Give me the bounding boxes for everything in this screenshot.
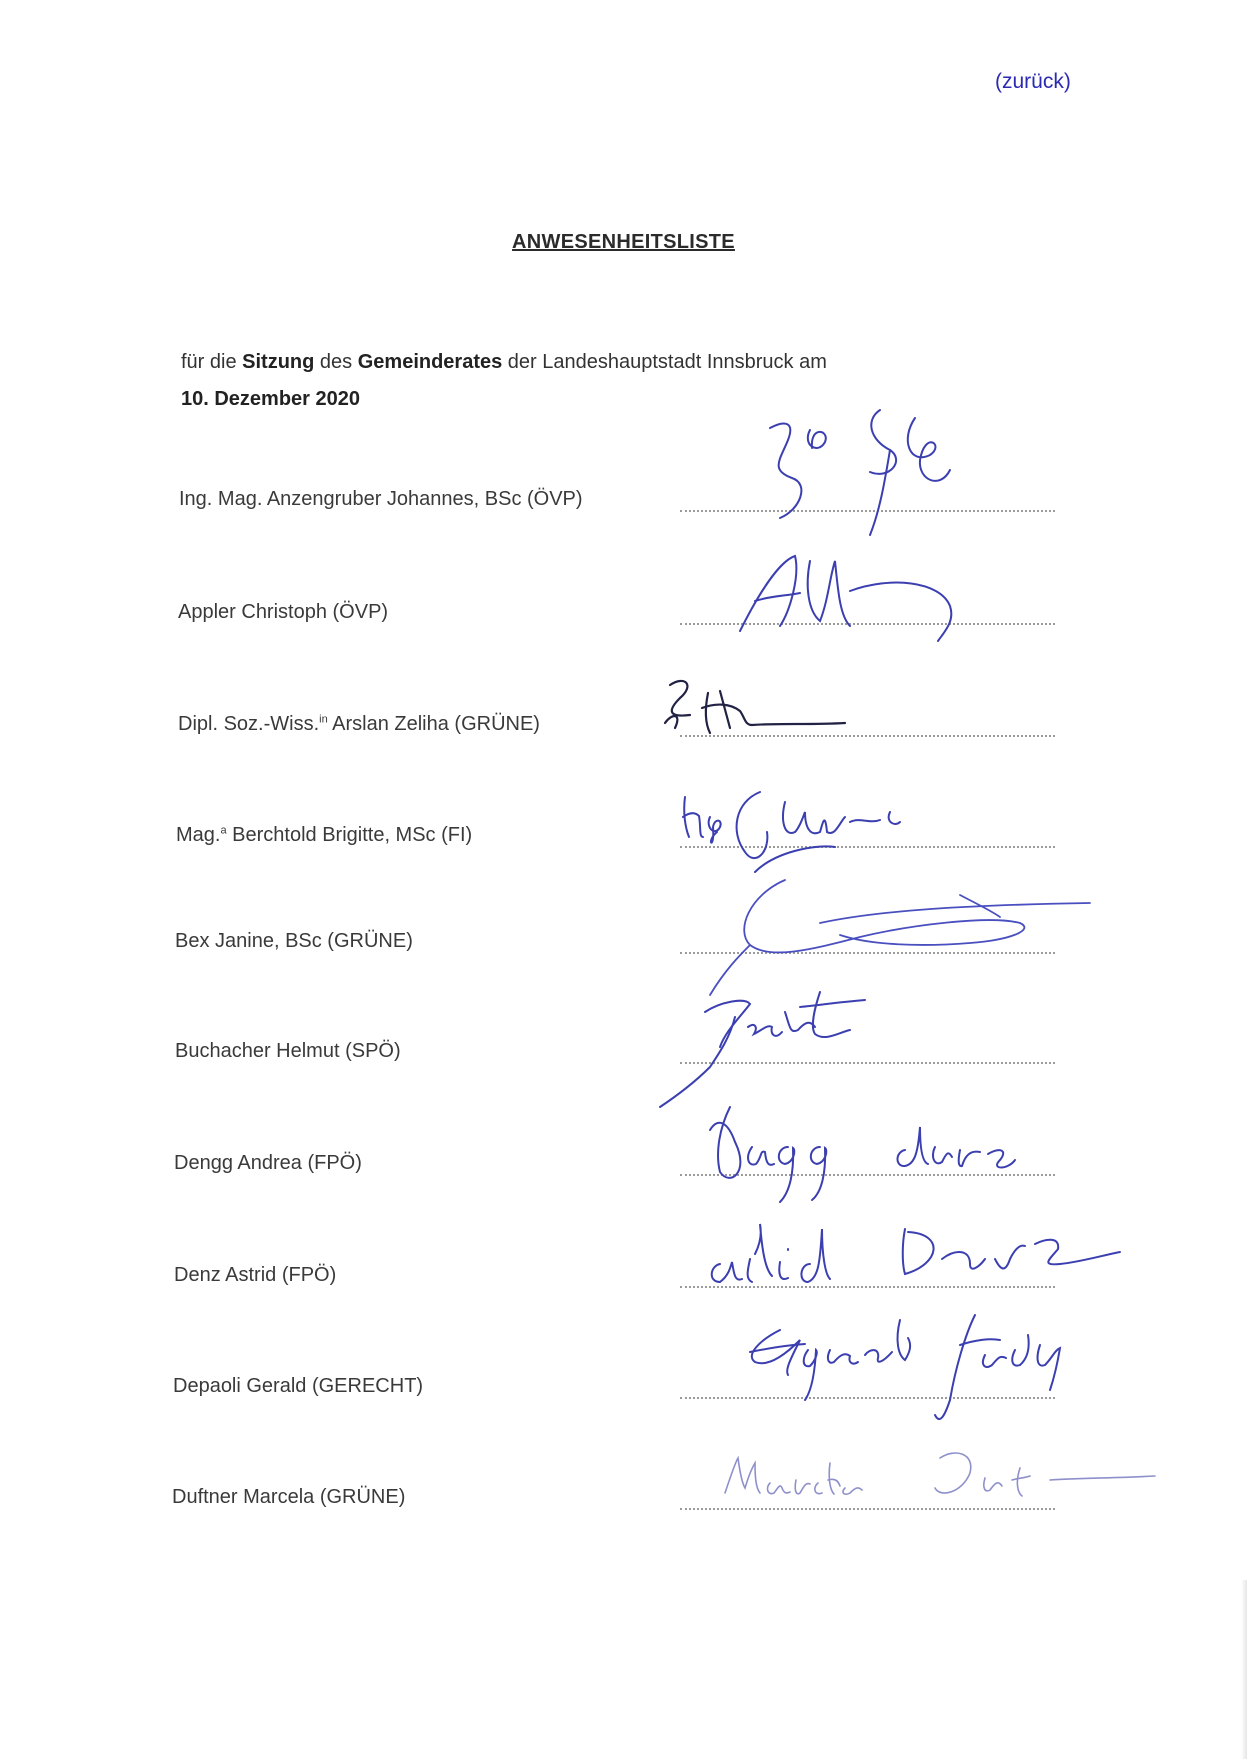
intro-text-3: der Landeshauptstadt Innsbruck am (502, 351, 827, 373)
attendee-name (178, 713, 540, 736)
attendee-name: Buchacher Helmut (SPÖ) (175, 1040, 401, 1062)
attendee-row (0, 713, 1247, 753)
intro-bold-sitzung: Sitzung (242, 351, 315, 373)
attendee-name-prefix: Dipl. Soz.-Wiss. (178, 713, 320, 735)
attendee-name (176, 824, 472, 847)
attendee-name-suffix-sup: in (319, 713, 328, 726)
signature-image (660, 673, 880, 743)
attendee-row (0, 930, 1247, 970)
signature-image (740, 400, 1070, 540)
attendee-name-rest: Berchtold Brigitte, MSc (FI) (226, 824, 473, 846)
attendee-row (0, 1040, 1247, 1080)
signature-image (700, 1438, 1160, 1518)
attendee-row (0, 1264, 1247, 1304)
attendee-name-rest: Arslan Zeliha (GRÜNE) (327, 713, 540, 735)
session-date (181, 381, 827, 418)
attendee-row (0, 1486, 1247, 1526)
intro-text-1: für die (181, 351, 243, 373)
attendee-row (0, 488, 1247, 528)
signature-image (650, 972, 950, 1112)
attendee-name: Duftner Marcela (GRÜNE) (172, 1486, 406, 1508)
attendee-name: Appler Christoph (ÖVP) (178, 601, 389, 623)
attendee-row (0, 1375, 1247, 1415)
attendee-name: Denz Astrid (FPÖ) (174, 1264, 337, 1286)
attendee-row (0, 824, 1247, 864)
signature-image (680, 1204, 1140, 1314)
signature-image (690, 1092, 1050, 1212)
attendee-name: Depaoli Gerald (GERECHT) (173, 1375, 424, 1397)
attendee-name: Ing. Mag. Anzengruber Johannes, BSc (ÖVP) (179, 488, 583, 510)
intro-bold-gemeinderat: Gemeinderates (357, 351, 503, 373)
attendee-name-suffix-sup: a (220, 824, 227, 837)
attendee-name: Bex Janine, BSc (GRÜNE) (175, 930, 413, 952)
attendee-name-prefix: Mag. (176, 824, 221, 846)
attendee-row (0, 601, 1247, 641)
session-intro-line (181, 344, 827, 381)
session-date-text: 10. Dezember 2020 (181, 388, 361, 410)
page-edge-shadow (1241, 1580, 1247, 1759)
attendee-row (0, 1152, 1247, 1192)
intro-text-2: des (314, 351, 358, 373)
signature-image (730, 1300, 1150, 1430)
signature-image (720, 531, 1020, 641)
attendee-name: Dengg Andrea (FPÖ) (174, 1152, 362, 1174)
session-intro (181, 344, 827, 418)
back-link[interactable]: (zurück) (995, 70, 1071, 93)
document-title: ANWESENHEITSLISTE (512, 231, 735, 253)
